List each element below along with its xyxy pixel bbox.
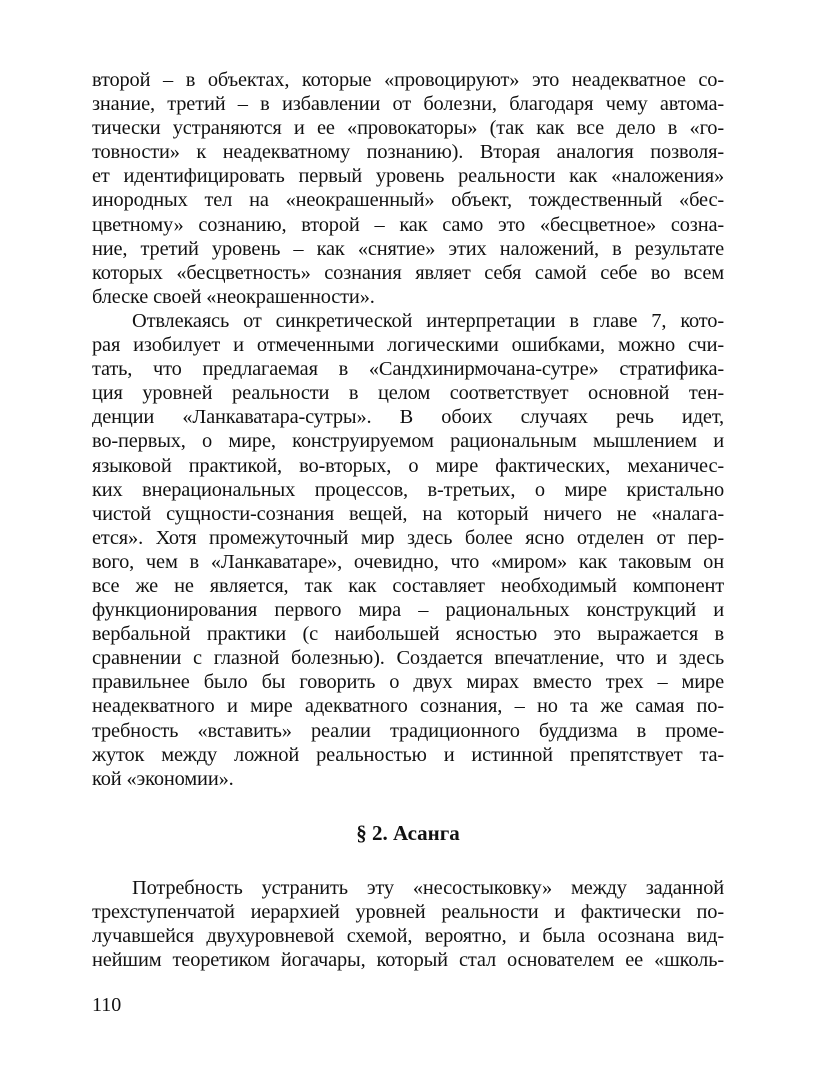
text-line: тать, что предлагаемая в «Сандхинирмочана-сутре» стратифика-	[92, 358, 724, 381]
text-line: лучавшейся двухуровневой схемой, вероятно, и была осознана вид-	[92, 925, 724, 948]
text-line: ких внерациональных процессов, в-третьих, о мире кристально	[92, 478, 724, 501]
text-line: блеске своей «неокрашенности».	[92, 285, 375, 308]
text-line: второй – в объектах, которые «провоцируют» это неадекватное со-	[92, 69, 724, 91]
text-line: нейшим теоретиком йогачары, который стал основателем ее «школь-	[92, 949, 724, 972]
text-line: языковой практикой, во-вторых, о мире фактических, механичес-	[92, 454, 724, 477]
text-line: требность «вставить» реалии традиционного буддизма в проме-	[92, 719, 724, 742]
text-line: вербальной практики (с наибольшей ясностью это выражается в	[92, 623, 724, 646]
paragraph-3	[92, 876, 724, 972]
page-body	[92, 68, 724, 791]
paragraph-3-wrapper	[92, 876, 724, 972]
text-line: ет идентифицировать первый уровень реальности как «наложения»	[92, 165, 724, 188]
paragraph-1	[92, 68, 724, 309]
text-line: вого, чем в «Ланкаватаре», очевидно, что «миром» как таковым он	[92, 550, 724, 573]
text-line: Потребность устранить эту «несостыковку» между заданной	[132, 877, 724, 899]
text-line: Отвлекаясь от синкретической интерпретации в главе 7, кото-	[132, 309, 724, 332]
paragraph-2	[92, 309, 724, 791]
section-heading: § 2. Асанга	[356, 821, 460, 845]
text-line: кой «экономии».	[92, 767, 234, 790]
text-line: ция уровней реальности в целом соответствует основной тен-	[92, 382, 724, 405]
text-line: ние, третий уровень – как «снятие» этих наложений, в результате	[92, 237, 724, 260]
text-line: жуток между ложной реальностью и истинной препятствует та-	[92, 743, 724, 766]
text-line: рая изобилует и отмеченными логическими ошибками, можно счи-	[92, 334, 724, 357]
text-line: тически устраняются и ее «провокаторы» (так как все дело в «го-	[92, 117, 724, 140]
text-line: инородных тел на «неокрашенный» объект, тождественный «бес-	[92, 189, 724, 212]
text-line: знание, третий – в избавлении от болезни, благодаря чему автома-	[92, 93, 724, 116]
text-line: неадекватного и мире адекватного сознания, – но та же самая по-	[92, 695, 724, 718]
text-line: чистой сущности-сознания вещей, на который ничего не «налага-	[92, 502, 724, 525]
text-line: функционирования первого мира – рациональных конструкций и	[92, 599, 724, 622]
text-line: товности» к неадекватному познанию). Вторая аналогия позволя-	[92, 141, 724, 164]
page-number: 110	[92, 994, 122, 1016]
text-line: ется». Хотя промежуточный мир здесь более ясно отделен от пер-	[92, 526, 724, 549]
text-line: трехступенчатой иерархией уровней реальности и фактически по-	[92, 901, 724, 924]
text-line: которых «бесцветность» сознания являет себя самой себе во всем	[92, 261, 724, 284]
text-line: денции «Ланкаватара-сутры». В обоих случаях речь идет,	[92, 406, 724, 429]
text-line: все же не является, так как составляет необходимый компонент	[92, 574, 724, 597]
text-line: правильнее было бы говорить о двух мирах вместо трех – мире	[92, 671, 724, 694]
text-line: сравнении с глазной болезнью). Создается впечатление, что и здесь	[92, 647, 724, 670]
text-line: цветному» сознанию, второй – как само это «бесцветное» созна-	[92, 213, 724, 236]
text-line: во-первых, о мире, конструируемом рациональным мышлением и	[92, 430, 724, 453]
